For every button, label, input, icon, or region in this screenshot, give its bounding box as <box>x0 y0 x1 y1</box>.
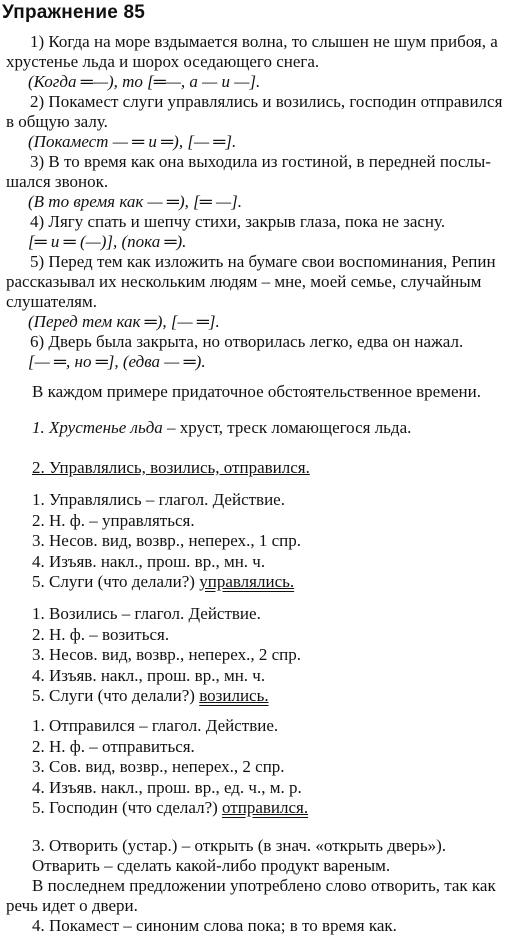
item-2-morphemes: 2. Управлялись, возились, отправился. <box>32 458 310 477</box>
note-line: речь идет о двери. <box>6 896 138 915</box>
analysis-subject: 5. Слуги (что делали?) <box>32 686 200 705</box>
analysis-line: 4. Изъяв. накл., прош. вр., ед. ч., м. р. <box>32 777 302 797</box>
sentence-scheme: [═ и ═ (—)], (пока ═). <box>28 232 187 251</box>
sentence-line: 1) Когда на море вздымается волна, то слышен не шум прибоя, а <box>30 32 498 51</box>
analysis-line: 3. Сов. вид, возвр., неперех., 2 спр. <box>32 757 285 776</box>
analysis-subject: 5. Слуги (что делали?) <box>32 572 200 591</box>
analysis-line <box>32 798 308 818</box>
summary-line: В каждом примере придаточное обстоятельственное времени. <box>32 382 481 401</box>
analysis-predicate: отправился. <box>222 798 309 817</box>
sentence-line: 6) Дверь была закрыта, но отворилась легко, едва он нажал. <box>30 332 464 351</box>
analysis-line: 2. Н. ф. – управляться. <box>32 510 195 530</box>
note-line: 3. Отворить (устар.) – открыть (в знач. «открыть дверь»). <box>32 836 447 855</box>
item-1-line <box>32 418 411 438</box>
sentence-line: в общую залу. <box>6 112 108 131</box>
analysis-subject: 5. Господин (что сделал?) <box>32 798 223 817</box>
exercise-title: Упражнение 85 <box>2 2 145 23</box>
note-line: В последнем предложении употреблено слово отворить, так как <box>32 876 496 895</box>
analysis-line: 1. Возились – глагол. Действие. <box>32 604 261 623</box>
analysis-line: 4. Изъяв. накл., прош. вр., мн. ч. <box>32 665 266 685</box>
sentence-line: шался звонок. <box>6 172 109 191</box>
item-1-term: 1. Хрустенье льда <box>32 418 163 437</box>
analysis-predicate: управлялись. <box>199 572 295 591</box>
analysis-line: 3. Несов. вид, возвр., неперех., 2 спр. <box>32 645 301 664</box>
analysis-line: 3. Несов. вид, возвр., неперех., 1 спр. <box>32 531 301 550</box>
item-1-definition: – хруст, треск ломающегося льда. <box>162 418 412 437</box>
analysis-line: 4. Изъяв. накл., прош. вр., мн. ч. <box>32 551 266 571</box>
sentence-scheme: (В то время как — ═), [═ —]. <box>28 192 243 211</box>
analysis-line <box>32 572 294 592</box>
sentence-line: слушателям. <box>6 292 98 311</box>
analysis-line <box>32 686 269 706</box>
sentence-scheme: [— ═, но ═], (едва — ═). <box>28 352 206 371</box>
sentence-scheme: (Перед тем как ═), [— ═]. <box>28 312 220 331</box>
sentence-line: 5) Перед тем как изложить на бумаге свои воспоминания, Репин <box>30 252 496 271</box>
analysis-line: 1. Отправился – глагол. Действие. <box>32 716 279 735</box>
analysis-line: 1. Управлялись – глагол. Действие. <box>32 490 285 509</box>
analysis-line: 2. Н. ф. – отправиться. <box>32 736 195 756</box>
sentence-line: 2) Покамест слуги управлялись и возились, господин отправился <box>30 92 503 111</box>
sentence-line: 4) Лягу спать и шепчу стихи, закрыв глаза, пока не засну. <box>30 212 446 231</box>
sentence-scheme: (Покамест — ═ и ═), [— ═]. <box>28 132 237 151</box>
sentence-line: 3) В то время как она выходила из гостиной, в передней послы- <box>30 152 491 171</box>
note-line: Отварить – сделать какой-либо продукт вареным. <box>32 856 391 875</box>
sentence-line: хрустенье льда и шорох оседающего снега. <box>6 52 320 71</box>
analysis-line: 2. Н. ф. – возиться. <box>32 624 170 644</box>
sentence-line: рассказывал их нескольким людям – мне, моей семье, случайным <box>6 272 482 291</box>
analysis-predicate: возились. <box>199 686 269 705</box>
sentence-scheme: (Когда ═—), то [═—, а — и —]. <box>28 72 261 91</box>
note-line: 4. Покамест – синоним слова пока; в то время как. <box>32 916 397 935</box>
